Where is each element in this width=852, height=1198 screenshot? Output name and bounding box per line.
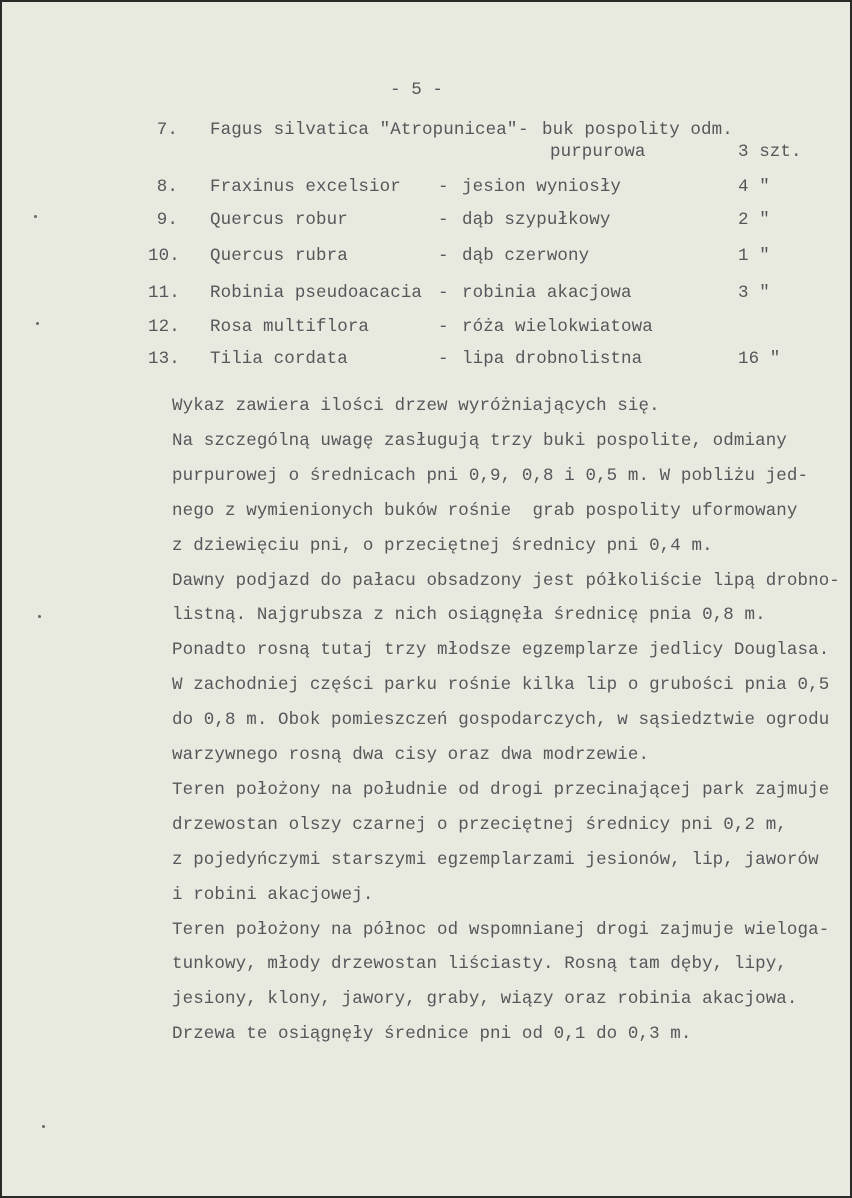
- count: 1 ": [738, 246, 770, 266]
- text-line: W zachodniej części parku rośnie kilka lip o grubości pnia 0,5: [172, 675, 830, 696]
- text-line: purpurowej o średnicach pni 0,9, 0,8 i 0,5 m. W pobliżu jed-: [172, 465, 809, 486]
- text-line: tunkowy, młody drzewostan liściasty. Rosną tam dęby, lipy,: [172, 954, 787, 975]
- text-line: Ponadto rosną tutaj trzy młodsze egzemplarze jedlicy Douglasa.: [172, 640, 830, 661]
- text-line: listną. Najgrubsza z nich osiągnęła średnicę pnia 0,8 m.: [172, 605, 766, 626]
- latin-name: Robinia pseudoacacia: [210, 283, 423, 303]
- text-line: Drzewa te osiągnęły średnice pni od 0,1 do 0,3 m.: [172, 1024, 692, 1045]
- polish-name: dąb czerwony: [462, 246, 590, 266]
- text-line: z pojedyńczymi starszymi egzemplarzami jesionów, lip, jaworów: [172, 849, 819, 870]
- polish-name: jesion wyniosły: [462, 177, 622, 197]
- latin-name: Fraxinus excelsior: [210, 177, 401, 197]
- item-number: 9.: [156, 210, 178, 230]
- text-line: do 0,8 m. Obok pomieszczeń gospodarczych, w sąsiedztwie ogrodu: [172, 710, 830, 731]
- latin-name: Quercus robur: [210, 210, 348, 230]
- count: 16 ": [738, 349, 781, 369]
- item-number: 7.: [156, 120, 178, 140]
- dash: -: [438, 210, 449, 230]
- scan-mark: [34, 215, 37, 218]
- polish-name: dąb szypułkowy: [462, 210, 611, 230]
- scan-mark: [38, 615, 41, 618]
- item-number: 12.: [148, 317, 180, 337]
- scan-mark: [42, 1125, 45, 1128]
- text-line: Na szczególną uwagę zasługują trzy buki pospolite, odmiany: [172, 430, 787, 451]
- page-number: - 5 -: [390, 80, 444, 100]
- text-line: Dawny podjazd do pałacu obsadzony jest półkoliście lipą drobno-: [172, 570, 840, 591]
- count: 4 ": [738, 177, 770, 197]
- text-line: Teren położony na północ od wspomnianej drogi zajmuje wieloga-: [172, 919, 830, 940]
- latin-name: Tilia cordata: [210, 349, 348, 369]
- text-line: drzewostan olszy czarnej o przeciętnej średnicy pni 0,2 m,: [172, 814, 787, 835]
- dash: -: [438, 283, 449, 303]
- latin-name: Rosa multiflora: [210, 317, 370, 337]
- dash: -: [438, 349, 449, 369]
- item-number: 13.: [148, 349, 180, 369]
- count: 3 szt.: [738, 142, 802, 162]
- scan-mark: [36, 322, 39, 325]
- dash: -: [438, 246, 449, 266]
- polish-name: buk pospolity odm.: [542, 120, 733, 140]
- item-number: 8.: [156, 177, 178, 197]
- item-number: 11.: [148, 283, 180, 303]
- latin-name: Quercus rubra: [210, 246, 348, 266]
- polish-name: róża wielokwiatowa: [462, 317, 653, 337]
- document-page: [2, 2, 850, 1196]
- dash: -: [438, 177, 449, 197]
- text-line: jesiony, klony, jawory, graby, wiązy oraz robinia akacjowa.: [172, 989, 798, 1010]
- text-line: Teren położony na południe od drogi przecinającej park zajmuje: [172, 779, 830, 800]
- text-line: nego z wymienionych buków rośnie grab pospolity uformowany: [172, 500, 798, 521]
- latin-name: Fagus silvatica "Atropunicea": [210, 120, 518, 140]
- text-line: Wykaz zawiera ilości drzew wyróżniających się.: [172, 396, 660, 416]
- count: 2 ": [738, 210, 770, 230]
- dash: -: [518, 120, 529, 140]
- dash: -: [438, 317, 449, 337]
- count: 3 ": [738, 283, 770, 303]
- text-line: z dziewięciu pni, o przeciętnej średnicy pni 0,4 m.: [172, 535, 713, 556]
- item-number: 10.: [148, 246, 180, 266]
- polish-name: lipa drobnolistna: [462, 349, 643, 369]
- text-line: i robini akacjowej.: [172, 884, 374, 905]
- polish-name: robinia akacjowa: [462, 283, 632, 303]
- text-line: warzywnego rosną dwa cisy oraz dwa modrzewie.: [172, 745, 650, 765]
- polish-name-cont: purpurowa: [550, 142, 646, 162]
